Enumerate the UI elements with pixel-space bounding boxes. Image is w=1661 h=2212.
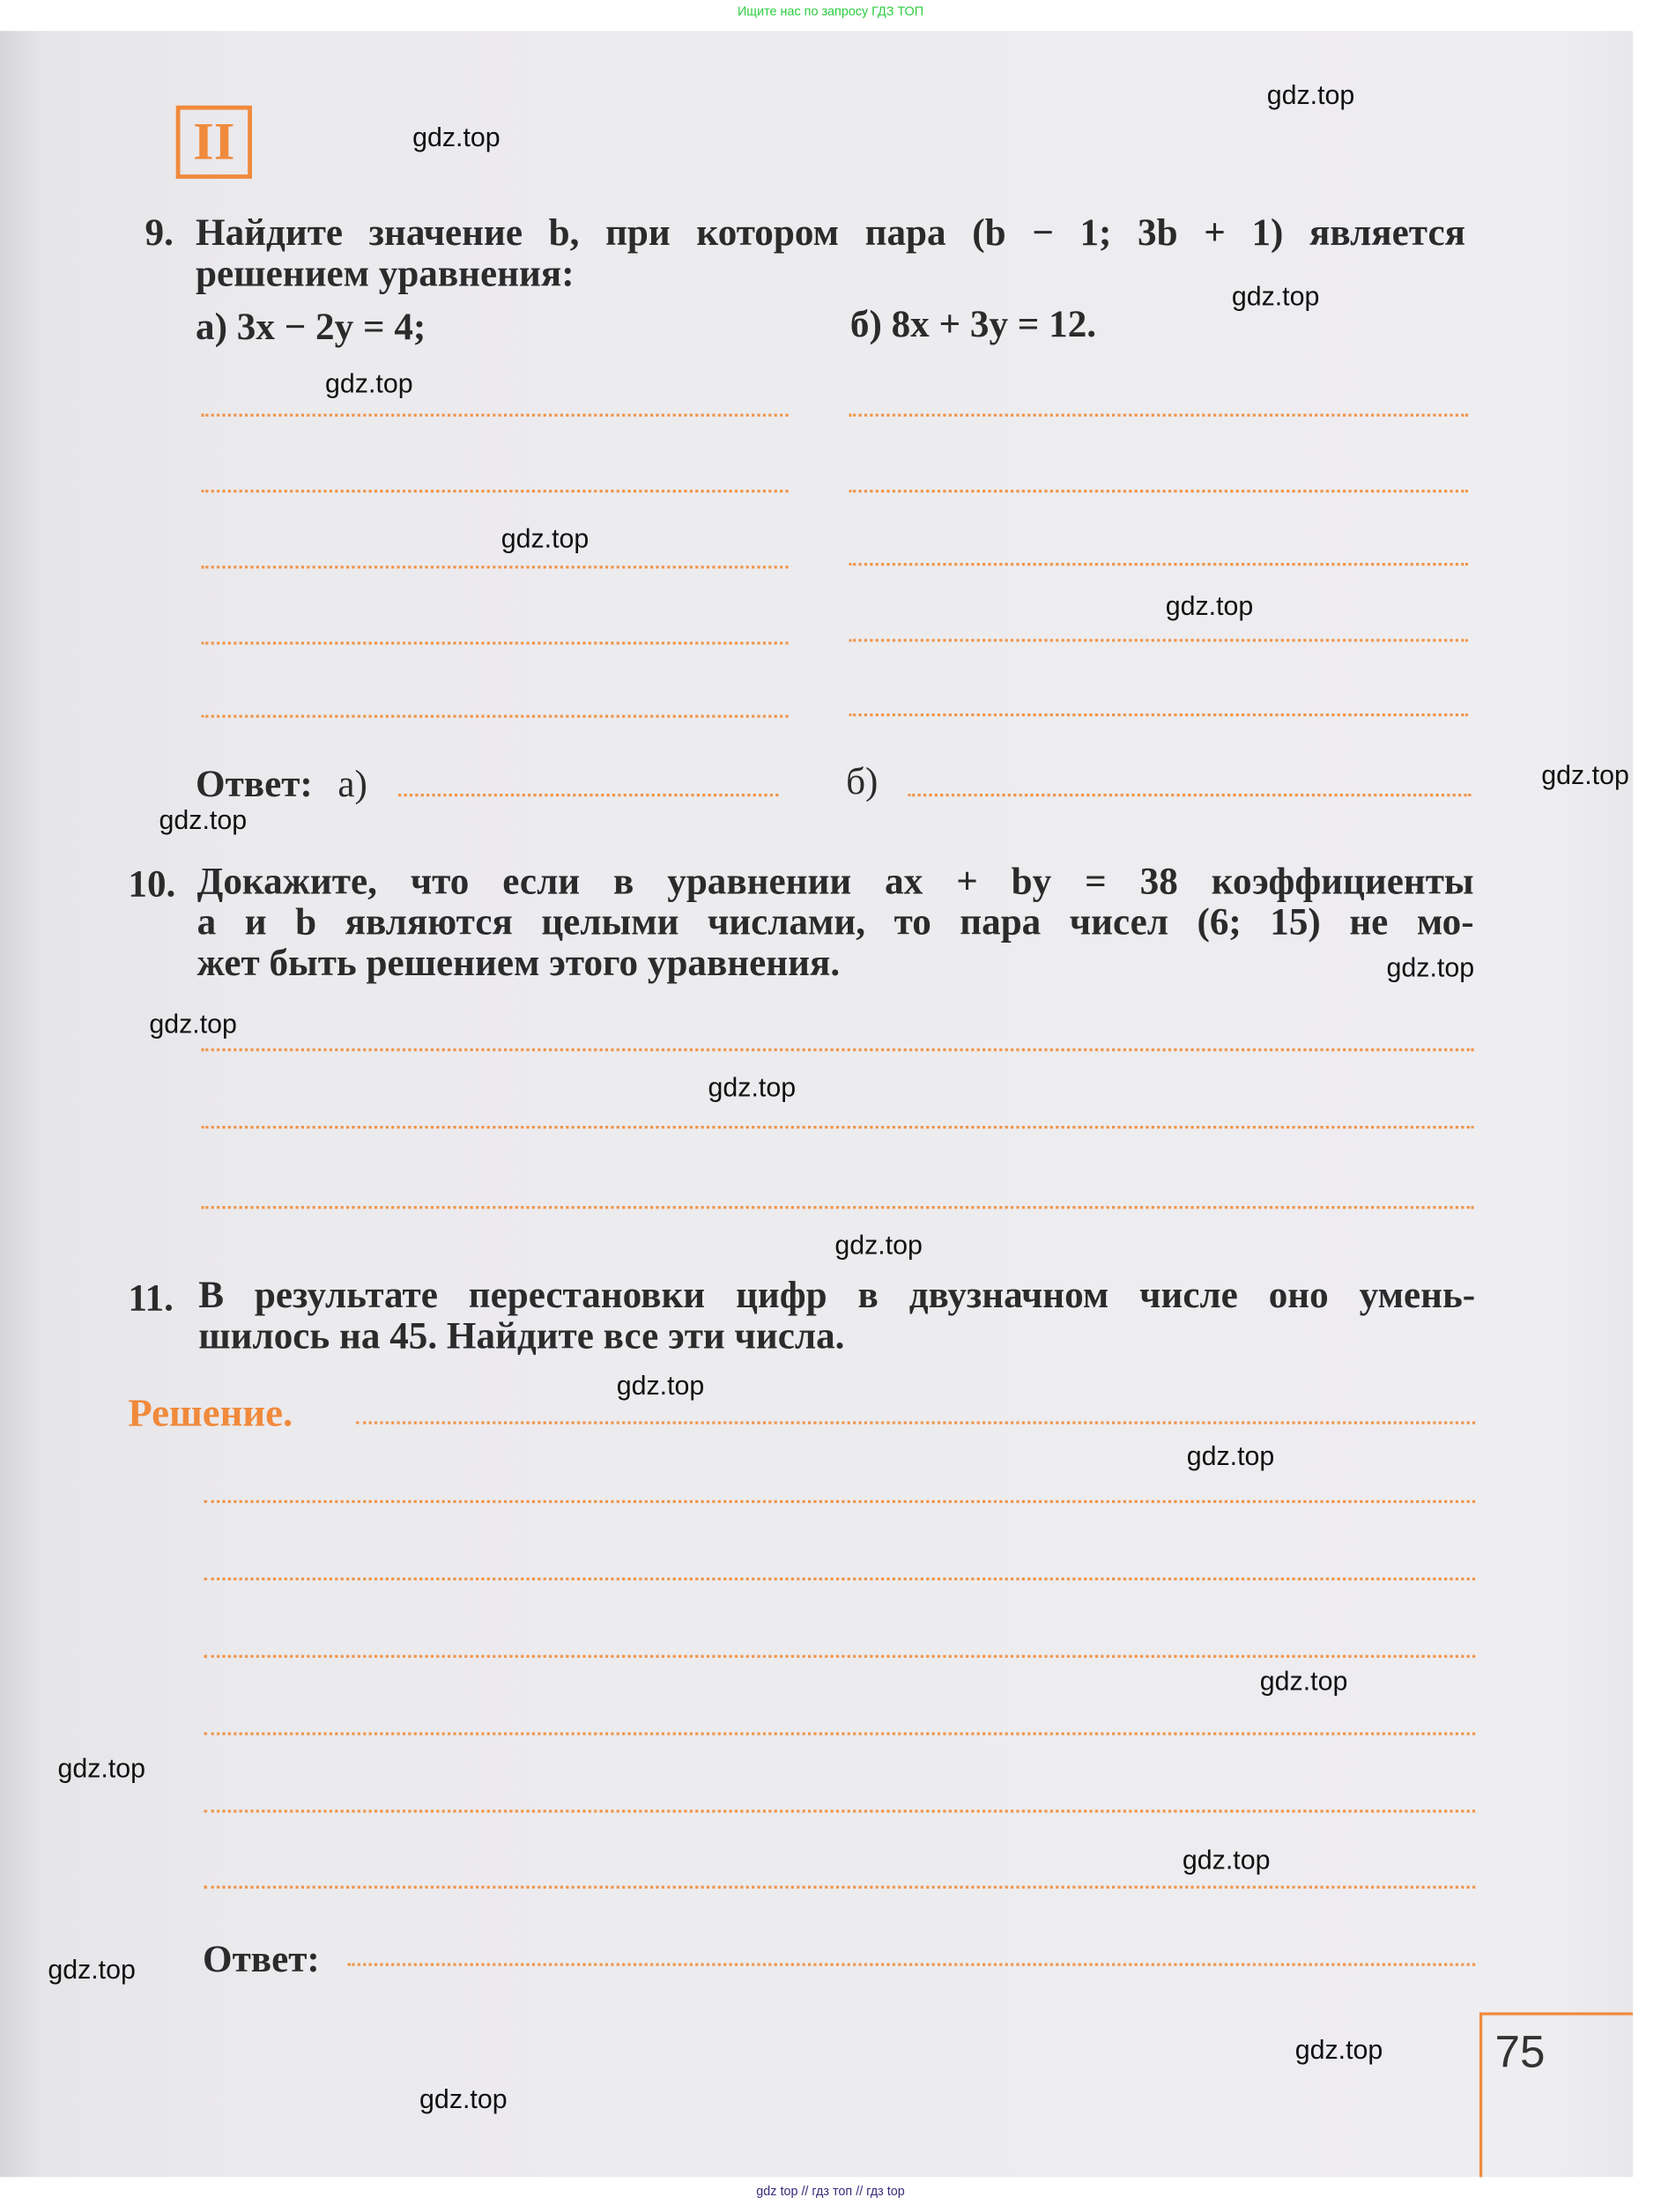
q11-text-line2: шилось на 45. Найдите все эти числа. — [198, 1314, 845, 1357]
answer-line[interactable] — [849, 490, 1468, 492]
solution-line[interactable] — [204, 1809, 1476, 1812]
watermark: gdz.top — [419, 2085, 508, 2116]
q9-part-a: а) 3x − 2y = 4; — [196, 305, 426, 348]
solution-line[interactable] — [204, 1733, 1476, 1735]
q11-answer-line[interactable] — [348, 1964, 1476, 1966]
answer-line[interactable] — [201, 1048, 1473, 1051]
answer-line[interactable] — [201, 1206, 1473, 1209]
q10-text-line1: Докажите, что если в уравнении ax + by = 38 коэффициенты — [197, 860, 1474, 902]
q9-answer-b-line[interactable] — [908, 794, 1471, 796]
answer-line[interactable] — [849, 639, 1468, 641]
top-banner[interactable]: Ищите нас по запросу ГДЗ ТОП — [737, 4, 924, 18]
q9-answer-b-label: б) — [846, 759, 879, 803]
watermark: gdz.top — [1165, 592, 1254, 623]
answer-line[interactable] — [201, 1126, 1473, 1128]
q9-answer-label: Ответ: — [196, 762, 313, 805]
q10-number: 10. — [128, 862, 176, 906]
q11-solution-label: Решение. — [128, 1391, 293, 1436]
watermark: gdz.top — [834, 1231, 923, 1261]
watermark: gdz.top — [412, 123, 501, 154]
watermark: gdz.top — [149, 1010, 237, 1040]
watermark: gdz.top — [1266, 81, 1355, 112]
watermark: gdz.top — [1294, 2036, 1383, 2067]
page-number-frame-horizontal — [1479, 2012, 1633, 2015]
page-number-frame-vertical — [1479, 2012, 1482, 2177]
solution-line[interactable] — [356, 1421, 1475, 1424]
q10-text-line2: a и b являются целыми числами, то пара чисел (6; 15) не мо- — [197, 900, 1474, 943]
watermark: gdz.top — [1259, 1668, 1348, 1698]
q10-text-line3: жет быть решением этого уравнения. — [197, 941, 841, 984]
answer-line[interactable] — [849, 714, 1468, 716]
solution-line[interactable] — [204, 1500, 1476, 1503]
bottom-banner[interactable]: gdz top // гдз топ // гдз top — [756, 2184, 905, 2199]
answer-line[interactable] — [201, 715, 788, 718]
watermark: gdz.top — [1182, 1846, 1271, 1876]
answer-line[interactable] — [201, 566, 788, 568]
watermark: gdz.top — [501, 524, 590, 555]
page-number: 75 — [1494, 2026, 1546, 2077]
q9-answer-a-line[interactable] — [398, 794, 778, 796]
q9-number: 9. — [145, 211, 174, 254]
answer-line[interactable] — [849, 414, 1468, 417]
watermark: gdz.top — [1231, 283, 1320, 313]
solution-line[interactable] — [204, 1886, 1476, 1889]
q9-part-b: б) 8x + 3y = 12. — [849, 302, 1097, 345]
answer-line[interactable] — [201, 490, 788, 492]
watermark: gdz.top — [708, 1073, 797, 1104]
watermark: gdz.top — [48, 1956, 136, 1986]
watermark: gdz.top — [159, 806, 248, 836]
solution-line[interactable] — [204, 1578, 1476, 1580]
watermark: gdz.top — [1541, 761, 1629, 791]
watermark: gdz.top — [1186, 1442, 1275, 1472]
solution-line[interactable] — [204, 1655, 1476, 1658]
answer-line[interactable] — [201, 641, 788, 644]
watermark: gdz.top — [325, 370, 413, 400]
q11-text-line1: В результате перестановки цифр в двузначном числе оно умень- — [198, 1273, 1476, 1316]
answer-line[interactable] — [849, 563, 1468, 566]
q11-answer-label: Ответ: — [203, 1937, 320, 1980]
watermark: gdz.top — [57, 1755, 146, 1785]
watermark: gdz.top — [1386, 954, 1475, 984]
workbook-page — [0, 31, 1633, 2177]
q9-text-line2: решением уравнения: — [196, 251, 575, 294]
q9-answer-a-label: а) — [337, 762, 367, 805]
q11-number: 11. — [128, 1276, 174, 1319]
section-badge: II — [176, 106, 252, 179]
watermark: gdz.top — [616, 1372, 705, 1402]
answer-line[interactable] — [201, 414, 788, 417]
q9-text-line1: Найдите значение b, при котором пара (b − 1; 3b + 1) является — [196, 211, 1465, 254]
